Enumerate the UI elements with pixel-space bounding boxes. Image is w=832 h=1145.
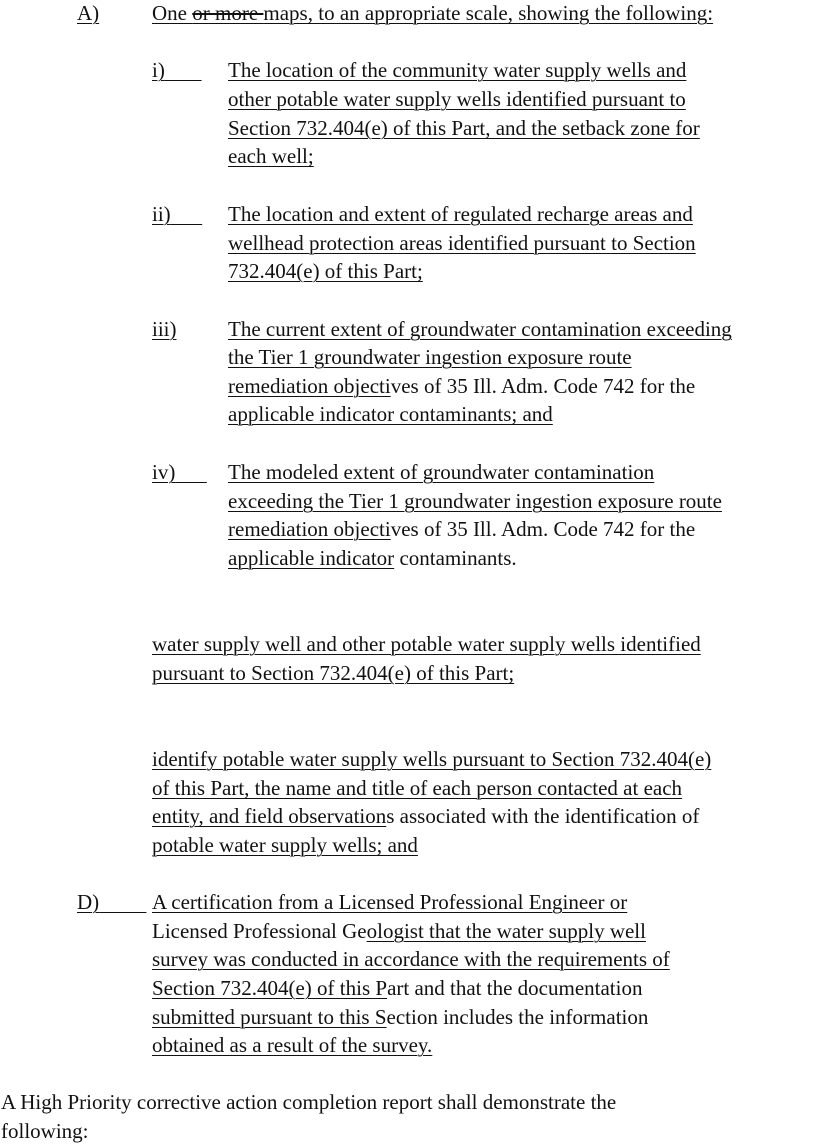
para-b-line-2: pursuant to Section 732.404(e) of this Part; bbox=[152, 661, 515, 685]
para-b-line-1: water supply well and other potable water supply wells identified bbox=[152, 632, 701, 656]
para-c-line-1: identify potable water supply wells pursuant to Section 732.404(e) bbox=[152, 747, 712, 771]
item-iii-line-1: The current extent of groundwater contamination exceeding bbox=[228, 317, 732, 341]
para-c-line-3-underlined: entity, and field observation bbox=[152, 804, 387, 828]
closing-line-2: following: bbox=[1, 1119, 89, 1143]
item-d-line-2-pre: Licensed Professional Ge bbox=[152, 919, 367, 943]
closing-line-1: A High Priority corrective action completion report shall demonstrate the bbox=[1, 1090, 617, 1114]
item-iv-line-4-underlined: applicable indicator bbox=[228, 546, 395, 570]
item-iii-label: iii) bbox=[152, 317, 177, 341]
para-c-line-2: of this Part, the name and title of each person contacted at each bbox=[152, 776, 683, 800]
item-iii-line-3-underlined: remediation objecti bbox=[228, 374, 391, 398]
item-d-line-5-underlined: submitted pursuant to this S bbox=[152, 1005, 387, 1029]
item-d-line-6: obtained as a result of the survey. bbox=[152, 1033, 433, 1057]
item-d-line-2-underlined: ologist that the water supply well bbox=[366, 919, 646, 943]
para-c-line-4: potable water supply wells; and bbox=[152, 833, 418, 857]
item-i-line-3: Section 732.404(e) of this Part, and the setback zone for bbox=[228, 116, 700, 140]
item-i-line-4: each well; bbox=[228, 144, 314, 168]
item-a-text-struck: or more bbox=[192, 1, 264, 25]
item-d-line-5 bbox=[152, 1003, 648, 1031]
item-d-line-5-rest: ection includes the information bbox=[386, 1005, 649, 1029]
item-a-label: A) bbox=[77, 1, 100, 25]
item-iii-line-4: applicable indicator contaminants; and bbox=[228, 402, 553, 426]
para-c-line-3 bbox=[152, 802, 699, 830]
item-iii-line-2: the Tier 1 groundwater ingestion exposure route bbox=[228, 345, 632, 369]
item-iii-line-3-rest: ves of 35 Ill. Adm. Code 742 for the bbox=[390, 374, 696, 398]
item-d-line-4-underlined: Section 732.404(e) of this P bbox=[152, 976, 388, 1000]
item-iii-line-3 bbox=[228, 372, 695, 400]
item-d-label: D) bbox=[77, 890, 100, 914]
item-a-text-post: maps, to an appropriate scale, showing the following: bbox=[263, 1, 714, 25]
item-iv-line-2: exceeding the Tier 1 groundwater ingestion exposure route bbox=[228, 489, 722, 513]
item-iv-label: iv) bbox=[152, 460, 176, 484]
item-iv-line-3-underlined: remediation objecti bbox=[228, 517, 391, 541]
item-i-line-2: other potable water supply wells identified pursuant to bbox=[228, 87, 686, 111]
item-i-line-1: The location of the community water supply wells and bbox=[228, 58, 687, 82]
item-d-line-4-rest: art and that the documentation bbox=[387, 976, 643, 1000]
item-ii-line-1: The location and extent of regulated recharge areas and bbox=[228, 202, 693, 226]
item-iv-line-4-rest: contaminants. bbox=[394, 546, 517, 570]
item-d-line-3: survey was conducted in accordance with the requirements of bbox=[152, 947, 670, 971]
item-d-line-2 bbox=[152, 917, 646, 945]
item-ii-line-3: 732.404(e) of this Part; bbox=[228, 259, 423, 283]
para-c-line-3-rest: s associated with the identification of bbox=[386, 804, 700, 828]
item-iv-line-4 bbox=[228, 544, 517, 572]
item-iv-line-3 bbox=[228, 515, 695, 543]
item-iv-line-3-rest: ves of 35 Ill. Adm. Code 742 for the bbox=[390, 517, 696, 541]
item-ii-label: ii) bbox=[152, 202, 171, 226]
item-d-line-1: A certification from a Licensed Professional Engineer or bbox=[152, 890, 628, 914]
item-d-line-4 bbox=[152, 974, 642, 1002]
item-ii-line-2: wellhead protection areas identified pursuant to Section bbox=[228, 231, 696, 255]
item-a-text bbox=[152, 0, 713, 27]
item-a-text-pre: One bbox=[152, 1, 193, 25]
item-iv-line-1: The modeled extent of groundwater contamination bbox=[228, 460, 655, 484]
item-i-label: i) bbox=[152, 58, 165, 82]
